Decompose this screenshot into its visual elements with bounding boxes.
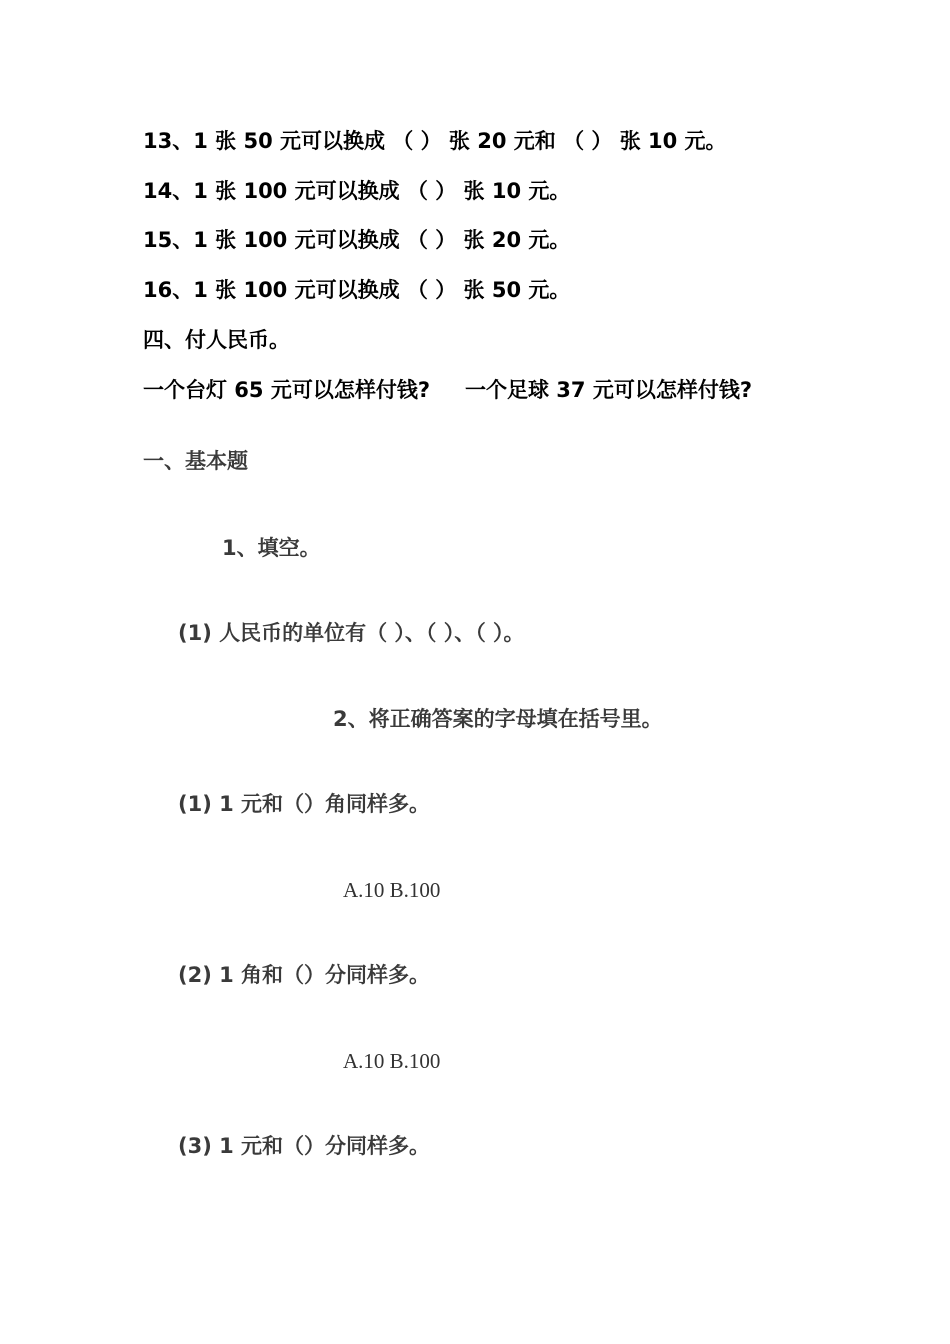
question-14: 14、1 张 100 元可以换成 （ ） 张 10 元。 <box>143 179 571 203</box>
fill-blank-question-1: (1) 人民币的单位有（ ）、（ ）、（ ）。 <box>178 621 525 645</box>
question-football: 一个足球 37 元可以怎样付钱? <box>465 378 753 402</box>
question-15: 15、1 张 100 元可以换成 （ ） 张 20 元。 <box>143 228 571 252</box>
choice-question-3: (3) 1 元和（）分同样多。 <box>178 1134 431 1158</box>
choice-question-1-options: A.10 B.100 <box>343 878 441 902</box>
fill-blank-title: 1、填空。 <box>222 536 321 560</box>
choice-question-2-options: A.10 B.100 <box>343 1049 441 1073</box>
choice-question-2: (2) 1 角和（）分同样多。 <box>178 963 431 987</box>
section-four-title: 四、付人民币。 <box>143 328 290 352</box>
question-lamp: 一个台灯 65 元可以怎样付钱? <box>143 378 431 402</box>
choice-title: 2、将正确答案的字母填在括号里。 <box>333 707 663 731</box>
question-13: 13、1 张 50 元可以换成 （ ） 张 20 元和 （ ） 张 10 元。 <box>143 129 727 153</box>
choice-question-1: (1) 1 元和（）角同样多。 <box>178 792 431 816</box>
question-16: 16、1 张 100 元可以换成 （ ） 张 50 元。 <box>143 278 571 302</box>
basic-section-title: 一、基本题 <box>143 449 248 473</box>
